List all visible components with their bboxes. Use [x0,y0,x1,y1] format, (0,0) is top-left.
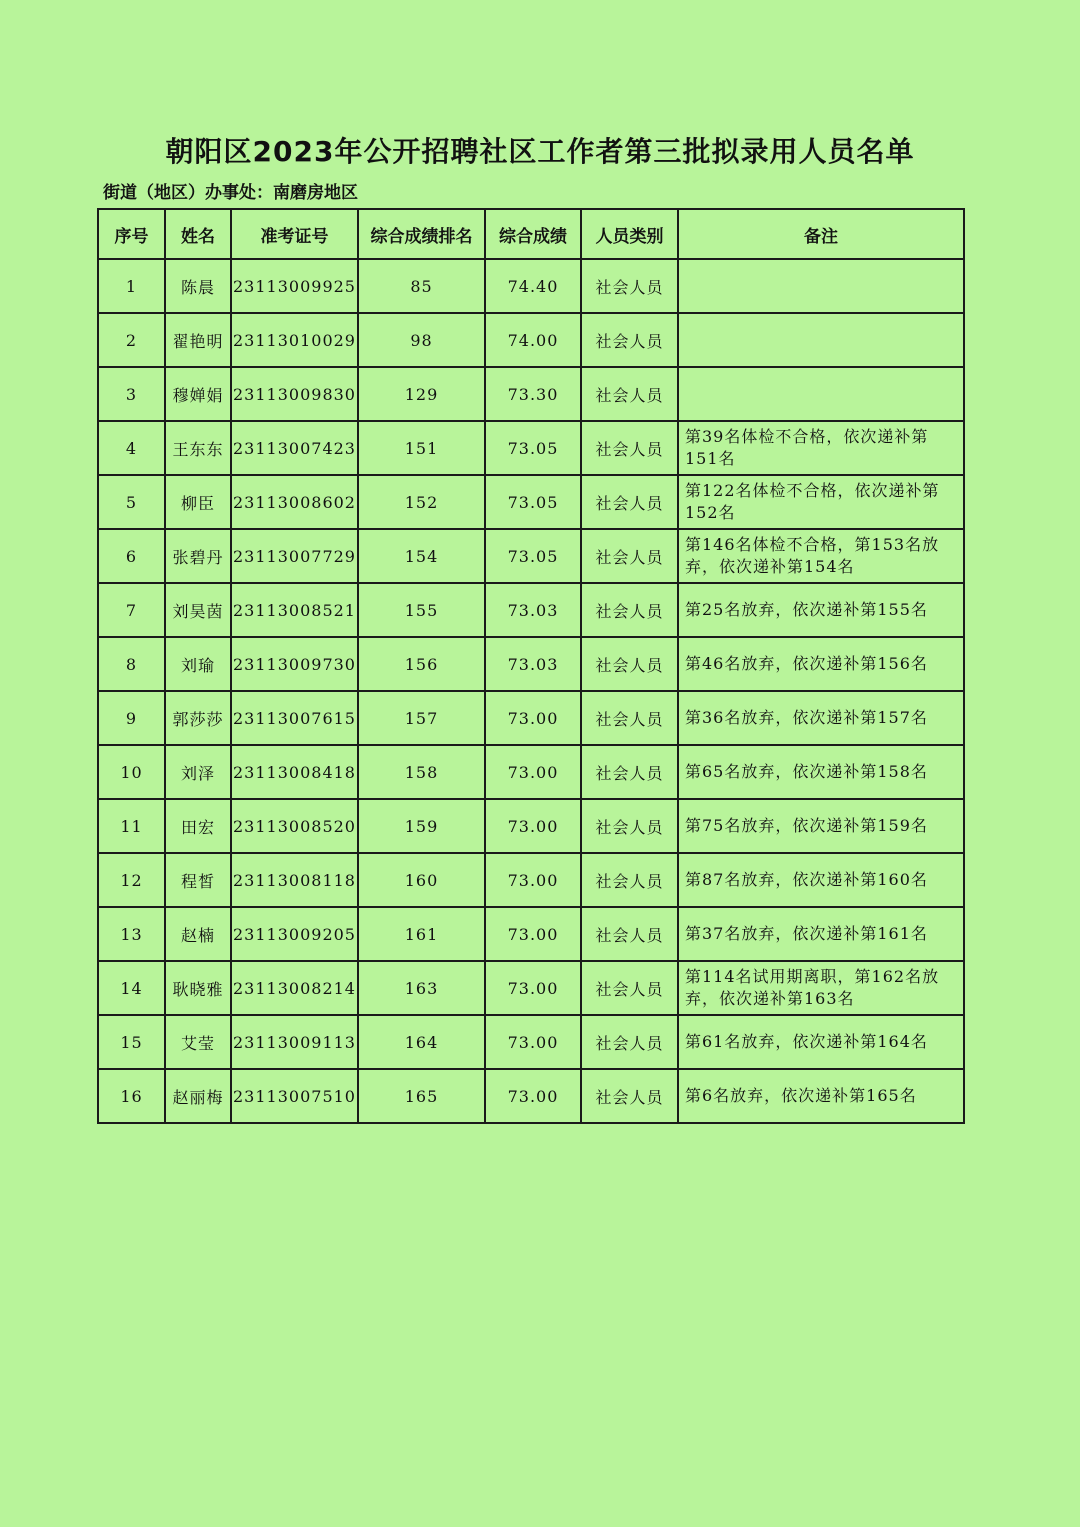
cell-index: 9 [98,691,165,745]
cell-score: 73.03 [485,637,581,691]
header-rank: 综合成绩排名 [358,209,485,259]
cell-score: 73.05 [485,421,581,475]
cell-index: 12 [98,853,165,907]
cell-remark: 第75名放弃，依次递补第159名 [678,799,964,853]
cell-exam-id: 23113009925 [231,259,358,313]
table-row [98,799,964,853]
cell-category: 社会人员 [581,637,678,691]
cell-rank: 165 [358,1069,485,1123]
cell-category: 社会人员 [581,1069,678,1123]
cell-score: 73.00 [485,1015,581,1069]
cell-name: 刘昊茵 [165,583,231,637]
cell-index: 5 [98,475,165,529]
cell-score: 73.05 [485,529,581,583]
cell-rank: 161 [358,907,485,961]
table-row [98,529,964,583]
cell-rank: 151 [358,421,485,475]
header-name: 姓名 [165,209,231,259]
cell-score: 74.40 [485,259,581,313]
cell-category: 社会人员 [581,745,678,799]
cell-rank: 159 [358,799,485,853]
cell-exam-id: 23113007729 [231,529,358,583]
cell-category: 社会人员 [581,529,678,583]
header-remark: 备注 [678,209,964,259]
cell-category: 社会人员 [581,421,678,475]
cell-name: 耿晓雅 [165,961,231,1015]
cell-category: 社会人员 [581,961,678,1015]
cell-remark: 第61名放弃，依次递补第164名 [678,1015,964,1069]
cell-rank: 85 [358,259,485,313]
table-row [98,637,964,691]
cell-name: 王东东 [165,421,231,475]
cell-index: 13 [98,907,165,961]
table-row [98,853,964,907]
cell-index: 2 [98,313,165,367]
cell-index: 11 [98,799,165,853]
cell-rank: 98 [358,313,485,367]
cell-remark: 第65名放弃，依次递补第158名 [678,745,964,799]
cell-category: 社会人员 [581,1015,678,1069]
cell-remark: 第6名放弃，依次递补第165名 [678,1069,964,1123]
cell-name: 陈晨 [165,259,231,313]
cell-index: 10 [98,745,165,799]
cell-remark [678,259,964,313]
cell-category: 社会人员 [581,691,678,745]
page-title: 朝阳区2023年公开招聘社区工作者第三批拟录用人员名单 [165,135,915,168]
cell-exam-id: 23113009730 [231,637,358,691]
cell-score: 74.00 [485,313,581,367]
table-row [98,475,964,529]
cell-category: 社会人员 [581,583,678,637]
header-category: 人员类别 [581,209,678,259]
table-row [98,1069,964,1123]
cell-remark: 第36名放弃，依次递补第157名 [678,691,964,745]
cell-rank: 163 [358,961,485,1015]
cell-score: 73.00 [485,1069,581,1123]
cell-exam-id: 23113008418 [231,745,358,799]
cell-remark: 第37名放弃，依次递补第161名 [678,907,964,961]
cell-rank: 164 [358,1015,485,1069]
cell-remark: 第122名体检不合格，依次递补第152名 [678,475,964,529]
table-header-row [98,209,964,259]
cell-rank: 157 [358,691,485,745]
cell-remark [678,313,964,367]
cell-category: 社会人员 [581,907,678,961]
cell-index: 6 [98,529,165,583]
cell-score: 73.03 [485,583,581,637]
table-row [98,1015,964,1069]
table-body [98,259,964,1123]
cell-exam-id: 23113008118 [231,853,358,907]
cell-exam-id: 23113009113 [231,1015,358,1069]
cell-name: 田宏 [165,799,231,853]
cell-index: 7 [98,583,165,637]
header-score: 综合成绩 [485,209,581,259]
cell-score: 73.00 [485,799,581,853]
cell-rank: 160 [358,853,485,907]
cell-rank: 156 [358,637,485,691]
cell-score: 73.00 [485,745,581,799]
cell-exam-id: 23113008521 [231,583,358,637]
table-row [98,313,964,367]
cell-rank: 154 [358,529,485,583]
cell-name: 赵楠 [165,907,231,961]
table-row [98,367,964,421]
cell-remark: 第46名放弃，依次递补第156名 [678,637,964,691]
cell-remark: 第114名试用期离职，第162名放弃，依次递补第163名 [678,961,964,1015]
cell-rank: 129 [358,367,485,421]
cell-name: 艾莹 [165,1015,231,1069]
cell-score: 73.05 [485,475,581,529]
table-row [98,745,964,799]
table-row [98,421,964,475]
table-row [98,691,964,745]
cell-index: 8 [98,637,165,691]
cell-score: 73.00 [485,853,581,907]
cell-name: 张碧丹 [165,529,231,583]
cell-index: 4 [98,421,165,475]
cell-exam-id: 23113008520 [231,799,358,853]
cell-remark: 第39名体检不合格，依次递补第151名 [678,421,964,475]
cell-exam-id: 23113007615 [231,691,358,745]
cell-category: 社会人员 [581,475,678,529]
cell-score: 73.00 [485,907,581,961]
cell-index: 15 [98,1015,165,1069]
cell-name: 程皙 [165,853,231,907]
cell-exam-id: 23113008214 [231,961,358,1015]
cell-remark: 第87名放弃，依次递补第160名 [678,853,964,907]
cell-exam-id: 23113007510 [231,1069,358,1123]
cell-index: 16 [98,1069,165,1123]
cell-category: 社会人员 [581,313,678,367]
cell-rank: 158 [358,745,485,799]
cell-score: 73.00 [485,691,581,745]
cell-rank: 152 [358,475,485,529]
cell-index: 3 [98,367,165,421]
cell-name: 赵丽梅 [165,1069,231,1123]
header-exam-id: 准考证号 [231,209,358,259]
table-row [98,259,964,313]
cell-name: 柳臣 [165,475,231,529]
cell-exam-id: 23113009830 [231,367,358,421]
cell-category: 社会人员 [581,259,678,313]
cell-name: 郭莎莎 [165,691,231,745]
table-row [98,907,964,961]
cell-index: 14 [98,961,165,1015]
cell-category: 社会人员 [581,367,678,421]
cell-name: 刘瑜 [165,637,231,691]
cell-remark: 第146名体检不合格，第153名放弃，依次递补第154名 [678,529,964,583]
cell-name: 刘泽 [165,745,231,799]
cell-remark: 第25名放弃，依次递补第155名 [678,583,964,637]
table-row [98,961,964,1015]
cell-exam-id: 23113007423 [231,421,358,475]
cell-category: 社会人员 [581,799,678,853]
roster-table [97,208,965,1124]
table-row [98,583,964,637]
cell-remark [678,367,964,421]
district-subtitle: 街道（地区）办事处：南磨房地区 [103,183,358,203]
header-index: 序号 [98,209,165,259]
cell-exam-id: 23113010029 [231,313,358,367]
cell-index: 1 [98,259,165,313]
cell-exam-id: 23113008602 [231,475,358,529]
cell-category: 社会人员 [581,853,678,907]
cell-name: 翟艳明 [165,313,231,367]
cell-rank: 155 [358,583,485,637]
cell-score: 73.30 [485,367,581,421]
cell-score: 73.00 [485,961,581,1015]
cell-name: 穆婵娟 [165,367,231,421]
cell-exam-id: 23113009205 [231,907,358,961]
